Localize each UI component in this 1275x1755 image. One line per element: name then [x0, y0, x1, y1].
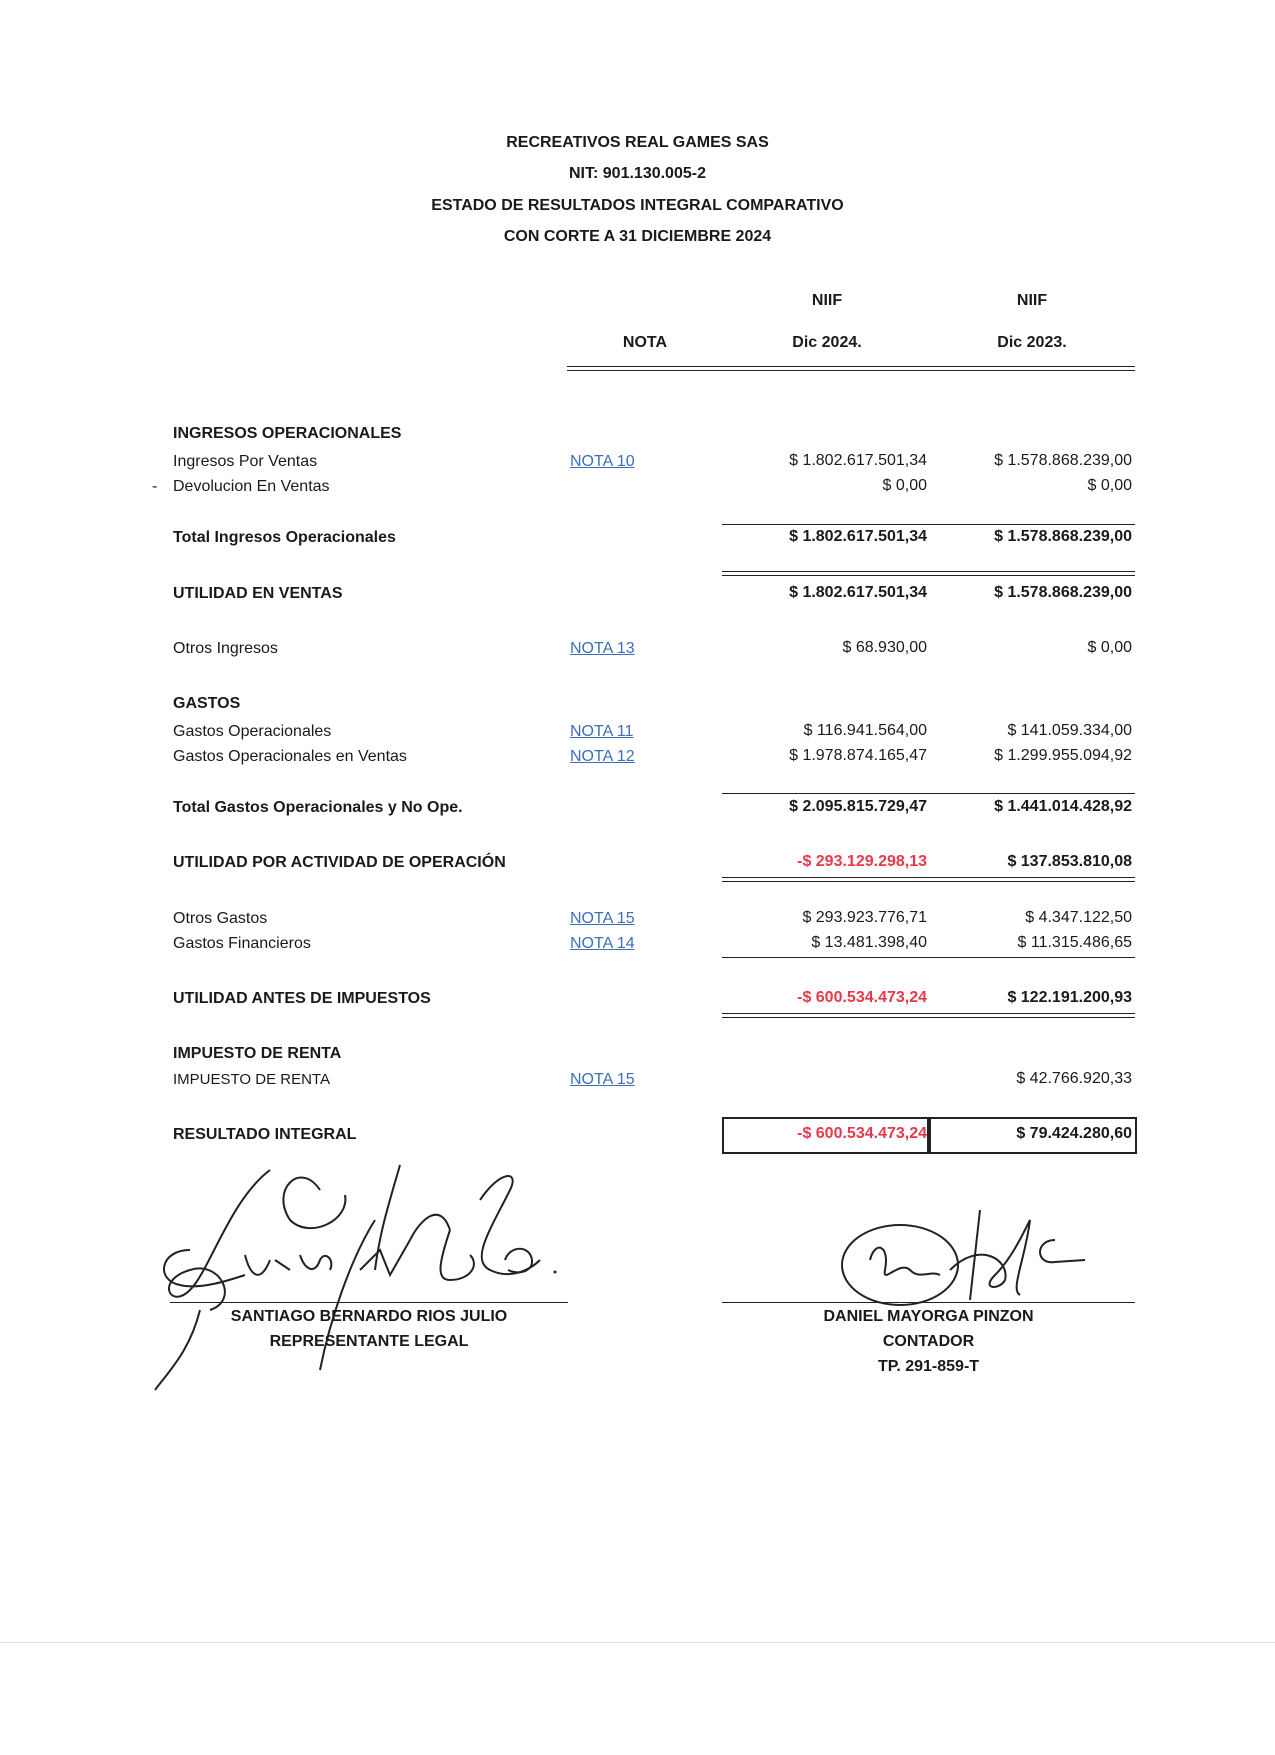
row-label-ingresos-ventas: Ingresos Por Ventas: [173, 453, 318, 470]
value-2023-resultado-integral: $ 79.424.280,60: [1016, 1125, 1132, 1142]
value-2023-utilidad-operacion: $ 137.853.810,08: [1007, 853, 1132, 870]
value-2024-otros-ingresos: $ 68.930,00: [842, 639, 927, 656]
rule-utilidad-antes-impuestos: [722, 1013, 1135, 1018]
rule-utilidad-operacion: [722, 877, 1135, 882]
value-2023-gastos-financieros: $ 11.315.486,65: [1017, 934, 1132, 951]
value-2024-otros-gastos: $ 293.923.776,71: [802, 909, 927, 926]
left-signature-graphic: [150, 1160, 570, 1390]
row-label-impuesto-renta: IMPUESTO DE RENTA: [173, 1071, 330, 1088]
scan-edge-line: [0, 1642, 1275, 1643]
value-2024-devolucion: $ 0,00: [882, 477, 927, 494]
row-label-gastos-operacionales: Gastos Operacionales: [173, 723, 332, 740]
nota-link-13[interactable]: NOTA 13: [570, 640, 635, 657]
value-2024-gastos-operacionales: $ 116.941.564,00: [803, 722, 927, 739]
nota-link-11[interactable]: NOTA 11: [570, 723, 634, 740]
value-2023-ingresos-ventas: $ 1.578.868.239,00: [994, 452, 1132, 469]
col1-standard: NIIF: [811, 292, 843, 309]
row-label-devolucion: Devolucion En Ventas: [173, 478, 330, 495]
value-2024-gastos-financieros: $ 13.481.398,40: [811, 934, 927, 951]
nota-link-10[interactable]: NOTA 10: [570, 453, 635, 470]
right-signatory-tp: TP. 291-859-T: [877, 1358, 980, 1375]
row-prefix-dash: -: [152, 478, 158, 495]
value-2023-otros-gastos: $ 4.347.122,50: [1025, 909, 1132, 926]
row-label-utilidad-antes-impuestos: UTILIDAD ANTES DE IMPUESTOS: [173, 990, 431, 1007]
right-signature-line: [722, 1302, 1135, 1303]
row-label-gastos-op-ventas: Gastos Operacionales en Ventas: [173, 748, 407, 765]
row-label-total-gastos: Total Gastos Operacionales y No Ope.: [173, 799, 463, 816]
right-signatory-role: CONTADOR: [882, 1333, 975, 1350]
row-label-utilidad-operacion: UTILIDAD POR ACTIVIDAD DE OPERACIÓN: [173, 854, 506, 871]
value-2024-utilidad-antes-impuestos: -$ 600.534.473,24: [797, 989, 927, 1006]
nota-link-12[interactable]: NOTA 12: [570, 748, 635, 765]
row-label-utilidad-ventas: UTILIDAD EN VENTAS: [173, 585, 343, 602]
nota-link-15b[interactable]: NOTA 15: [570, 1071, 635, 1088]
nota-column-header: NOTA: [622, 334, 668, 351]
left-signature-line: [170, 1302, 568, 1303]
value-2024-total-ingresos: $ 1.802.617.501,34: [789, 528, 927, 545]
value-2023-otros-ingresos: $ 0,00: [1087, 639, 1132, 656]
header-double-rule: [567, 366, 1135, 371]
value-2023-utilidad-antes-impuestos: $ 122.191.200,93: [1007, 989, 1132, 1006]
right-signatory-name: DANIEL MAYORGA PINZON: [823, 1308, 1034, 1325]
nota-link-15[interactable]: NOTA 15: [570, 910, 635, 927]
value-2024-utilidad-operacion: -$ 293.129.298,13: [797, 853, 927, 870]
value-2024-ingresos-ventas: $ 1.802.617.501,34: [789, 452, 927, 469]
value-2024-resultado-integral: -$ 600.534.473,24: [797, 1125, 927, 1142]
value-2023-total-ingresos: $ 1.578.868.239,00: [994, 528, 1132, 545]
value-2023-gastos-operacionales: $ 141.059.334,00: [1007, 722, 1132, 739]
value-2023-devolucion: $ 0,00: [1087, 477, 1132, 494]
rule-total-ingresos: [722, 524, 1135, 525]
value-2024-utilidad-ventas: $ 1.802.617.501,34: [789, 584, 927, 601]
row-label-total-ingresos: Total Ingresos Operacionales: [173, 529, 396, 546]
row-label-otros-ingresos: Otros Ingresos: [173, 640, 278, 657]
col1-period: Dic 2024.: [792, 334, 862, 351]
row-label-resultado-integral: RESULTADO INTEGRAL: [173, 1126, 357, 1143]
company-nit: NIT: 901.130.005-2: [569, 165, 706, 182]
col2-standard: NIIF: [1016, 292, 1048, 309]
value-2023-gastos-op-ventas: $ 1.299.955.094,92: [994, 747, 1132, 764]
value-2023-utilidad-ventas: $ 1.578.868.239,00: [994, 584, 1132, 601]
company-name: RECREATIVOS REAL GAMES SAS: [506, 134, 769, 151]
section-ingresos: INGRESOS OPERACIONALES: [173, 425, 402, 442]
value-2024-gastos-op-ventas: $ 1.978.874.165,47: [789, 747, 927, 764]
row-label-otros-gastos: Otros Gastos: [173, 910, 268, 927]
rule-total-gastos: [722, 793, 1135, 794]
nota-link-14[interactable]: NOTA 14: [570, 935, 635, 952]
col2-period: Dic 2023.: [997, 334, 1067, 351]
report-title: ESTADO DE RESULTADOS INTEGRAL COMPARATIVO: [431, 197, 844, 214]
left-signatory-name: SANTIAGO BERNARDO RIOS JULIO: [230, 1308, 508, 1325]
report-period: CON CORTE A 31 DICIEMBRE 2024: [503, 228, 772, 245]
row-label-gastos-financieros: Gastos Financieros: [173, 935, 311, 952]
left-signatory-role: REPRESENTANTE LEGAL: [269, 1333, 469, 1350]
rule-gastos-financieros: [722, 957, 1135, 958]
section-gastos: GASTOS: [173, 695, 241, 712]
value-2023-total-gastos: $ 1.441.014.428,92: [994, 798, 1132, 815]
value-2024-total-gastos: $ 2.095.815.729,47: [789, 798, 927, 815]
section-impuesto: IMPUESTO DE RENTA: [173, 1045, 342, 1062]
rule-utilidad-ventas: [722, 571, 1135, 576]
value-2023-impuesto-renta: $ 42.766.920,33: [1016, 1070, 1132, 1087]
